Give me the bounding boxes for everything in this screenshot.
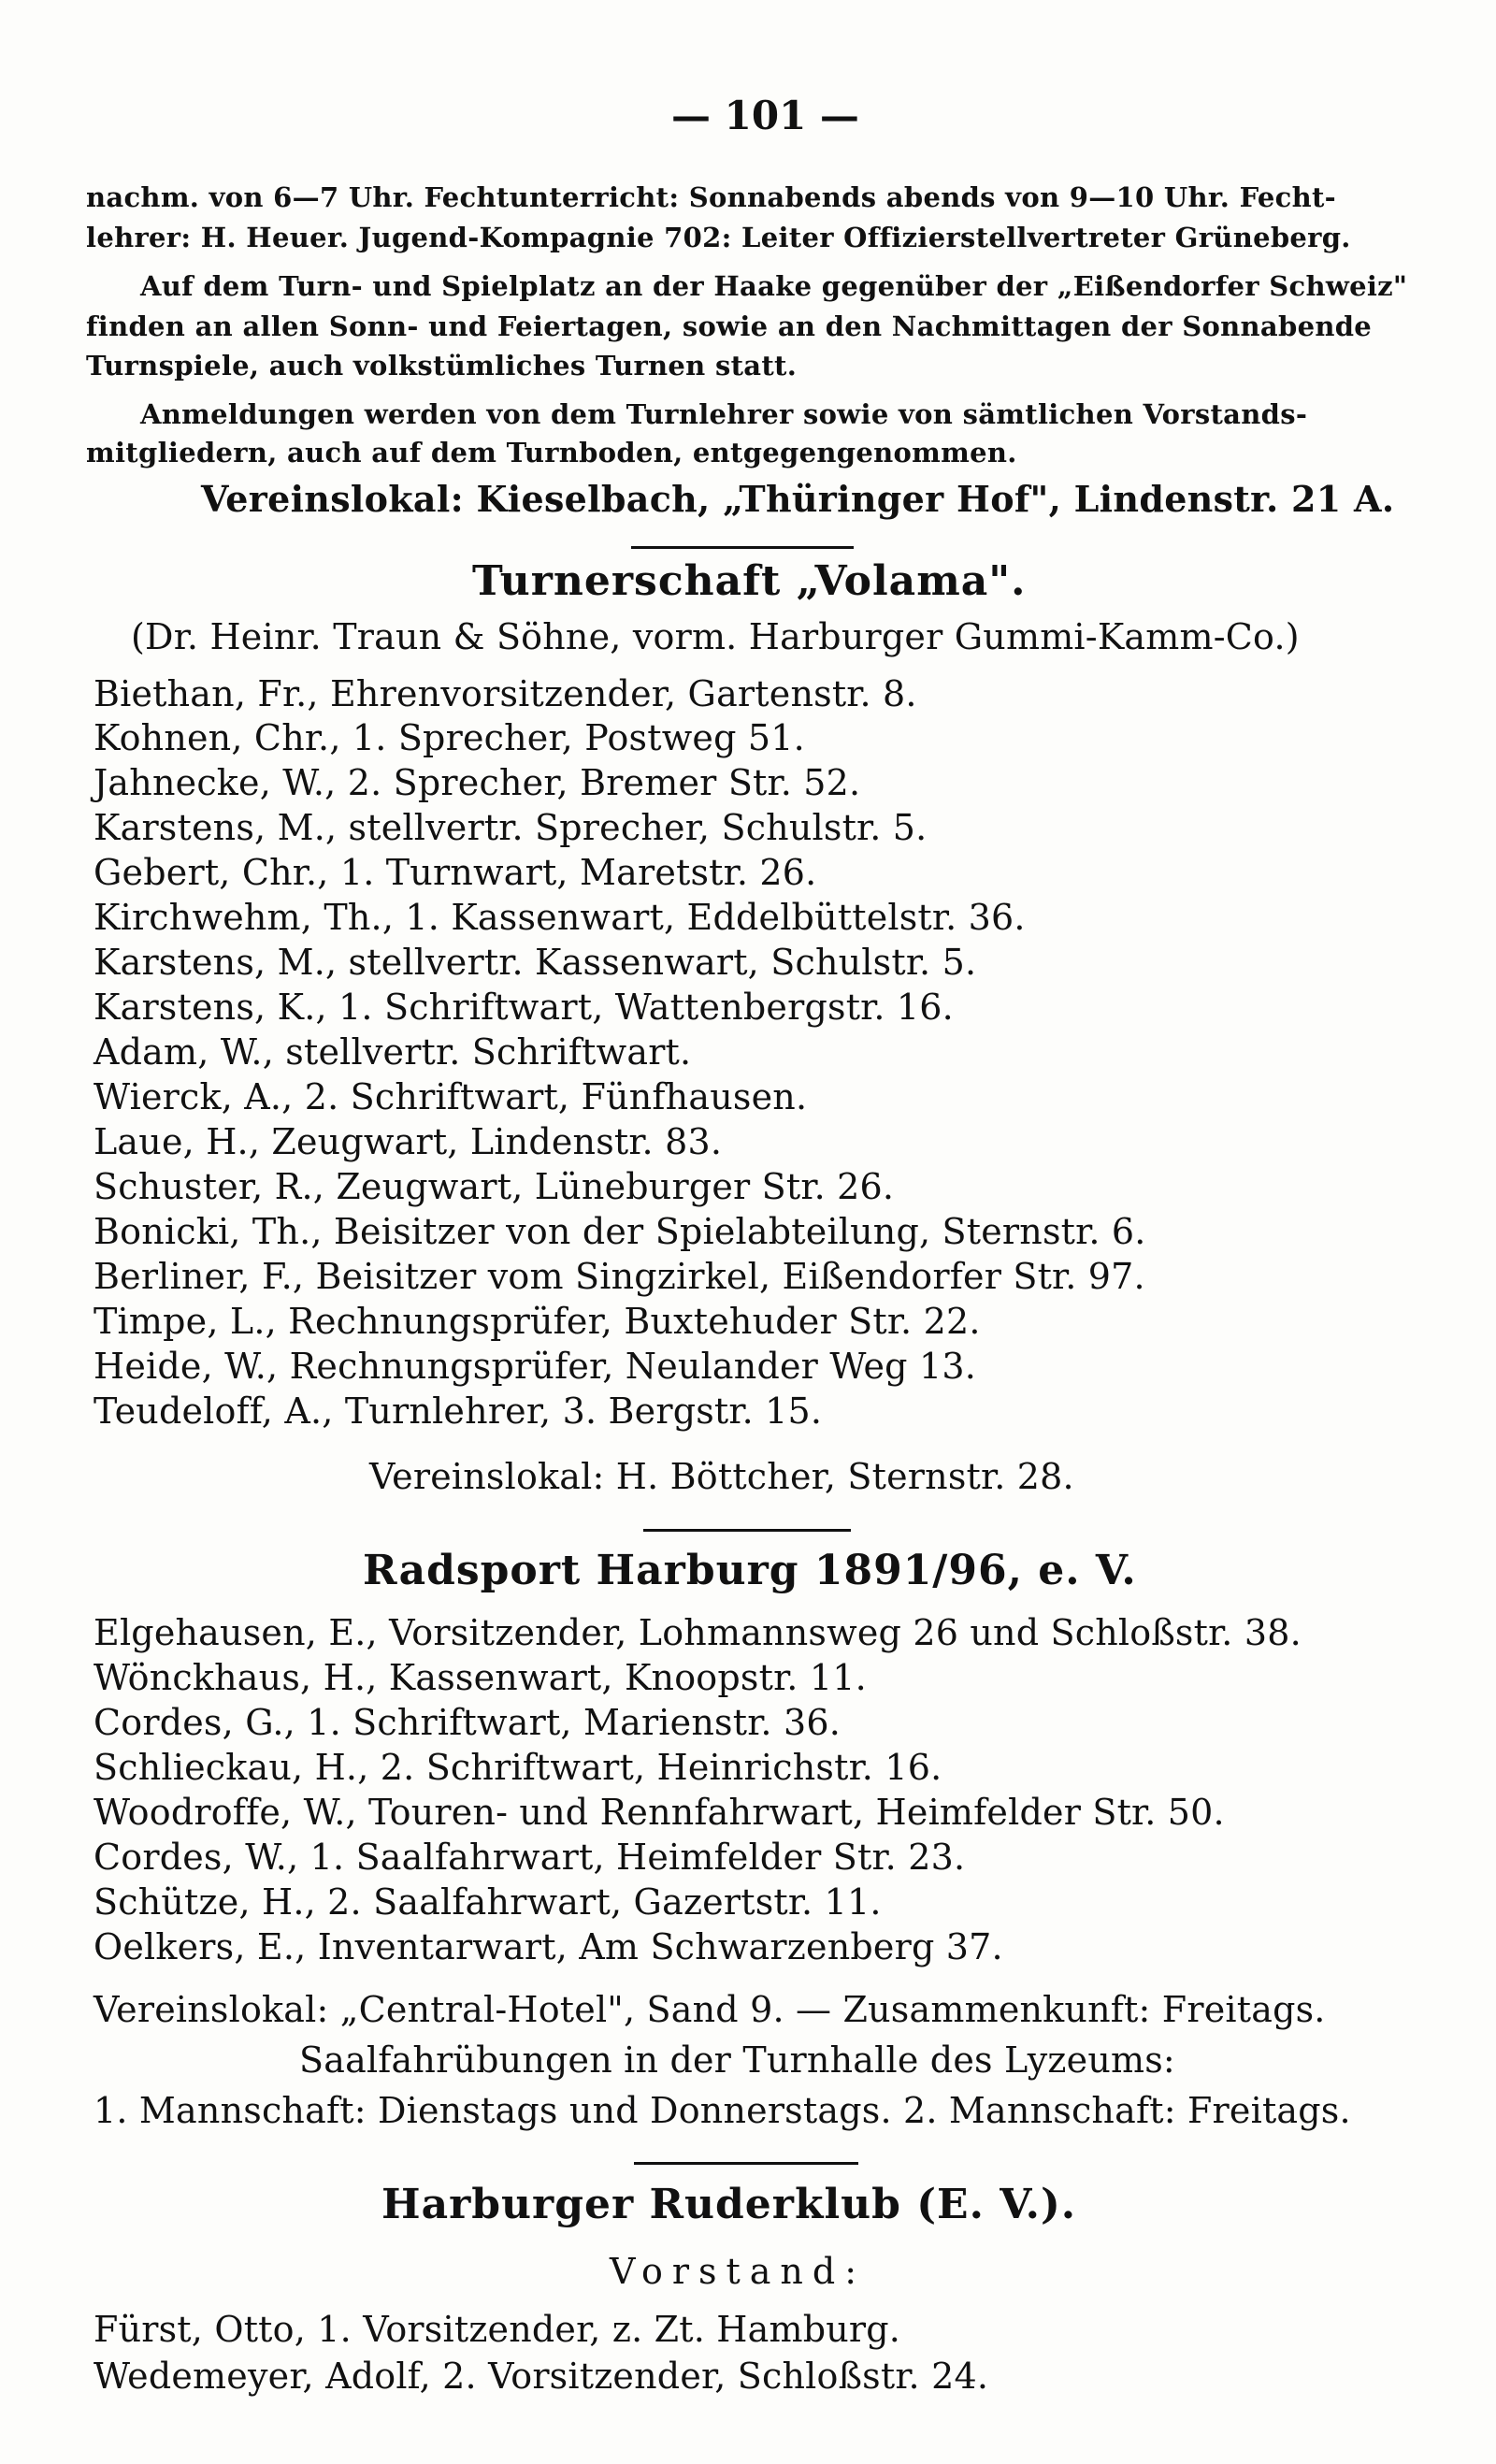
section-divider [634,2162,858,2165]
member-entry: Bonicki, Th., Beisitzer von der Spielabteilung, Sternstr. 6. [94,1211,1146,1252]
section-title: Harburger Ruderklub (E. V.). [381,2181,1077,2228]
member-entry: Woodroffe, W., Touren- und Rennfahrwart, Heimfelder Str. 50. [94,1792,1225,1833]
member-entry: Berliner, F., Beisitzer vom Singzirkel, Eißendorfer Str. 97. [94,1256,1145,1297]
intro-line: mitgliedern, auch auf dem Turnboden, entgegengenommen. [86,437,1017,468]
member-entry: Heide, W., Rechnungsprüfer, Neulander Weg 13. [94,1346,977,1387]
section-divider [643,1529,851,1532]
intro-line: nachm. von 6—7 Uhr. Fechtunterricht: Sonnabends abends von 9—10 Uhr. Fecht- [86,181,1337,213]
member-entry: Cordes, W., 1. Saalfahrwart, Heimfelder Str. 23. [94,1837,966,1878]
member-entry: Elgehausen, E., Vorsitzender, Lohmannsweg 26 und Schloßstr. 38. [94,1612,1302,1653]
page-number: — 101 — [671,93,859,138]
member-entry: Schlieckau, H., 2. Schriftwart, Heinrichstr. 16. [94,1747,942,1788]
section-title: Turnerschaft „Volama". [472,557,1027,605]
section-footer: Saalfahrübungen in der Turnhalle des Lyzeums: [299,2039,1175,2081]
member-entry: Adam, W., stellvertr. Schriftwart. [94,1031,692,1073]
member-entry: Schütze, H., 2. Saalfahrwart, Gazertstr. 11. [94,1881,882,1923]
section-subtitle: (Dr. Heinr. Traun & Söhne, vorm. Harburger Gummi-Kamm-Co.) [131,616,1300,657]
member-entry: Teudeloff, A., Turnlehrer, 3. Bergstr. 15. [94,1391,823,1432]
section-footer: Vereinslokal: „Central-Hotel", Sand 9. — Zusammenkunft: Freitags. [94,1989,1326,2030]
member-entry: Karstens, M., stellvertr. Sprecher, Schulstr. 5. [94,807,928,848]
member-entry: Jahnecke, W., 2. Sprecher, Bremer Str. 52. [94,762,861,803]
section-footer: Vereinslokal: H. Böttcher, Sternstr. 28. [369,1456,1074,1497]
member-entry: Schuster, R., Zeugwart, Lüneburger Str. 26. [94,1166,895,1207]
member-entry: Wedemeyer, Adolf, 2. Vorsitzender, Schloßstr. 24. [94,2356,989,2397]
section-divider [631,546,854,549]
member-entry: Kirchwehm, Th., 1. Kassenwart, Eddelbüttelstr. 36. [94,897,1026,938]
section-footer: 1. Mannschaft: Dienstags und Donnerstags. 2. Mannschaft: Freitags. [94,2090,1351,2131]
member-entry: Cordes, G., 1. Schriftwart, Marienstr. 36. [94,1702,841,1743]
intro-vereinslokal: Vereinslokal: Kieselbach, „Thüringer Hof", Lindenstr. 21 A. [201,478,1395,520]
member-entry: Laue, H., Zeugwart, Lindenstr. 83. [94,1121,723,1162]
member-entry: Karstens, K., 1. Schriftwart, Wattenbergstr. 16. [94,987,954,1028]
intro-line: lehrer: H. Heuer. Jugend-Kompagnie 702: Leiter Offizierstellvertreter Grüneberg. [86,222,1351,253]
member-entry: Karstens, M., stellvertr. Kassenwart, Schulstr. 5. [94,942,977,983]
intro-line: Auf dem Turn- und Spielplatz an der Haake gegenüber der „Eißendorfer Schweiz" [140,270,1408,302]
member-entry: Wönckhaus, H., Kassenwart, Knoopstr. 11. [94,1657,867,1698]
member-entry: Timpe, L., Rechnungsprüfer, Buxtehuder Str. 22. [94,1301,981,1342]
member-entry: Fürst, Otto, 1. Vorsitzender, z. Zt. Hamburg. [94,2309,901,2350]
section-subtitle: Vorstand: [610,2251,867,2292]
intro-line: Anmeldungen werden von dem Turnlehrer sowie von sämtlichen Vorstands- [140,398,1308,430]
member-entry: Gebert, Chr., 1. Turnwart, Maretstr. 26. [94,852,817,893]
member-entry: Biethan, Fr., Ehrenvorsitzender, Gartenstr. 8. [94,673,917,714]
section-title: Radsport Harburg 1891/96, e. V. [363,1547,1137,1594]
intro-line: finden an allen Sonn- und Feiertagen, sowie an den Nachmittagen der Sonnabende [86,310,1373,342]
member-entry: Kohnen, Chr., 1. Sprecher, Postweg 51. [94,717,805,758]
intro-line: Turnspiele, auch volkstümliches Turnen statt. [86,350,798,382]
member-entry: Oelkers, E., Inventarwart, Am Schwarzenberg 37. [94,1926,1003,1967]
member-entry: Wierck, A., 2. Schriftwart, Fünfhausen. [94,1076,808,1117]
